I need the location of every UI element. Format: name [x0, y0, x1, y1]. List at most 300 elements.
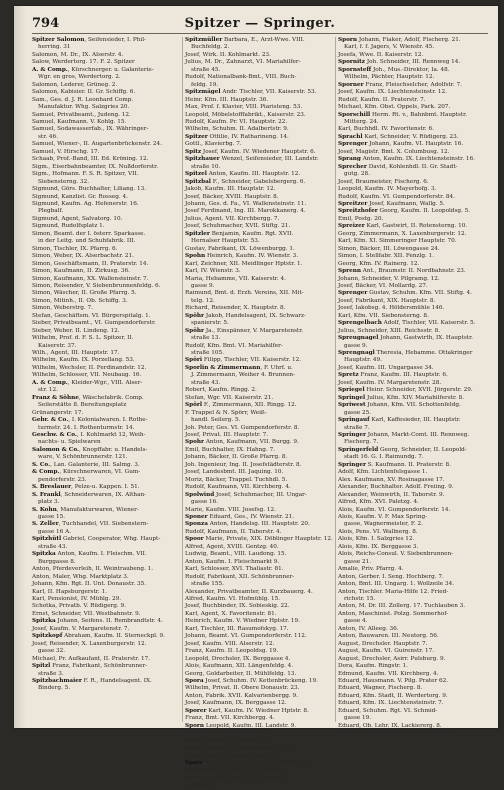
entry-continuation: Plegbalf. [38, 208, 64, 215]
entry-details: Rudolf, Kaufm. VI. Gumpendorferstr. 84. [338, 193, 455, 200]
entry-continuation: straße 105. [191, 350, 224, 357]
entry-details: Karl, Agent, X. Favoritenstr. 81. [185, 610, 277, 617]
directory-entry [338, 313, 486, 320]
directory-entry [185, 477, 333, 484]
directory-entry [32, 67, 180, 74]
entry-details: Eduard, Wagner, Fischerg. 8. [338, 685, 423, 692]
entry-details: Karl, Gastwirt, II. Rotensterng. 10. [364, 223, 468, 230]
directory-entry [32, 298, 180, 305]
entry-surname: Sponza [185, 521, 208, 528]
entry-details: Johann, Kaufm. VI. Hauptstr. 16. [367, 141, 464, 148]
entry-surname: Sporn [338, 37, 358, 43]
directory-entry [185, 559, 333, 566]
entry-continuation: Karl, f. f. Jagers, V. Wienstr. 45. [344, 44, 435, 51]
directory-entry [338, 179, 486, 186]
entry-details: Salomon, Kabisier. II. Gr. Schiffg. 6. [32, 89, 136, 96]
entry-details: Sigm., Eiserbahnbeamter, IX. Nußdorferstr. [32, 163, 159, 170]
entry-details: Josef, Bäcker, VI. Mollardg. 27. [338, 282, 428, 289]
directory-entry [185, 357, 333, 364]
directory-entry [185, 268, 333, 275]
entry-details: Gustav, Fabrikant, IX. Löwenburgg. 1. [185, 245, 295, 252]
entry-continuation: Binderg. 5. [38, 685, 71, 692]
entry-surname: Spriegel [338, 387, 365, 394]
directory-entry [185, 246, 333, 253]
directory-entry [338, 164, 486, 171]
entry-details: , Tuchhandel, VII. Siebenstern- [58, 521, 149, 528]
entry-details: Andr. Tischler, VII. Kaiserstr. 53. [220, 89, 317, 96]
directory-entry [32, 611, 180, 618]
entry-details: Sigmund, Rudolfsplatz 1. [32, 223, 105, 230]
entry-details: Georg, Zimmermann, X. Laxenburgerstr. 12. [338, 230, 467, 237]
entry-continuation: gasse 9. [344, 342, 368, 349]
directory-entry [185, 626, 333, 633]
entry-details: Stefan, Wgr. VII. Kaiserstr. 21. [185, 394, 274, 401]
entry-details: Gustav, Schuhm. Kfm. VII. Stiftg. 4. [367, 290, 472, 297]
entry-details: Sigmund, Kaufm. Ag. Hefenerstr. 16. [32, 200, 139, 207]
entry-details: , Wäschefabrik. Comp. [78, 394, 144, 401]
entry-details: Anton, IV. Alleeg. 36. [338, 625, 399, 632]
directory-entry [185, 641, 333, 648]
directory-entry [185, 305, 333, 312]
directory-entry [185, 59, 333, 66]
entry-surname: S. Zeller [32, 521, 59, 528]
directory-entry [338, 469, 486, 476]
directory-entry [32, 551, 180, 558]
directory-entry [338, 67, 486, 74]
entry-details: Josefa, Wwe. II. Kaiserstr. 12. [338, 51, 424, 58]
entry-surname: Spitzhauer [185, 156, 220, 163]
entry-continuation: gasse 21. [344, 558, 372, 565]
directory-entry [32, 313, 180, 320]
entry-continuation: feldg. 19. [191, 81, 219, 88]
entry-details: Alois, Reichs-Consul. V. Siebenbrunnen- [338, 551, 454, 558]
entry-continuation: spanierstr. 5. [191, 320, 229, 327]
entry-details: Heinr. Kfm. III. Hauptstr. 36. [185, 96, 269, 103]
entry-details: Franz, Fabrikant, Schönbrunner- [50, 663, 148, 670]
entry-continuation: J. Zimmermann, Weiher 4. Brunnen- [191, 372, 296, 379]
directory-entry [185, 760, 333, 767]
entry-continuation: Hauptstr. 49. [344, 357, 382, 364]
entry-continuation: gasse 25. [344, 409, 372, 416]
directory-entry [338, 238, 486, 245]
entry-details: Rudolf, Kaufm. V. Margaretenstr. 12. [185, 745, 291, 752]
directory-entry [185, 611, 333, 618]
entry-details: Johann, Kfm. Rgt. II. Unt. Donaustr. 35. [32, 581, 147, 588]
directory-entry [32, 618, 180, 625]
entry-surname: Spriwest [338, 402, 366, 409]
directory-entry [338, 700, 486, 707]
directory-entry [32, 223, 180, 230]
entry-surname: Spitzkopf [32, 633, 63, 640]
entry-surname: Sporschill [338, 111, 371, 118]
directory-entry [338, 89, 486, 96]
directory-entry [338, 52, 486, 59]
entry-continuation: straße 13. [191, 335, 221, 342]
entry-details: F. R., Handelsagent. IX. [81, 677, 152, 684]
directory-entry [338, 432, 486, 439]
directory-entry [185, 156, 333, 163]
entry-continuation: str. 12. [38, 387, 58, 394]
entry-details: Rudolf, Kfm. Bmt. VI. Mariahilfer- [185, 342, 283, 349]
directory-entry [185, 507, 333, 514]
entry-details: Anton, Handelsg. III. Hauptstr. 20. [207, 521, 310, 528]
entry-details: F., Schneider, Gabelsbergerg. 6. [210, 178, 306, 185]
entry-details: Franz, Kaufm. II. Leopoldsg. 19. [185, 648, 279, 655]
entry-continuation: Fischerg. 7. [344, 439, 379, 446]
entry-details: , Manufakturwaren, Wiener- [56, 506, 139, 513]
directory-entry [185, 648, 333, 655]
entry-details: Julius, Agent. VII. Kirchbergg. 7. [185, 215, 280, 222]
directory-entry [185, 589, 333, 596]
entry-continuation: straße 3. [38, 670, 64, 677]
entry-details: F., Zimmermann, XII. Ringg. 12. [202, 402, 297, 409]
entry-details: Eduard, Sparkassebmt. II. Hauptstr. 13. [338, 730, 454, 737]
entry-details: Ernst, Schneider, VII. Westbahnstr. 9. [32, 610, 141, 617]
directory-entry [32, 395, 180, 402]
entry-details: Robert, Kaufm. Ringg. 2. [185, 387, 257, 394]
entry-details: August, Drechsler, Asirr. Pulsburg. 9. [338, 655, 446, 662]
directory-entry [185, 119, 333, 126]
directory-entry [185, 536, 333, 543]
directory-entry [185, 276, 333, 283]
entry-continuation: Wilhelm, Pächter, Hauptstr. 12. [344, 74, 435, 81]
directory-entry [32, 253, 180, 260]
entry-continuation: gasse 16. [191, 499, 219, 506]
entry-surname: Sporlin & Zimmermann [185, 364, 261, 371]
directory-entry [185, 216, 333, 223]
directory-entry [32, 574, 180, 581]
entry-details: Leopold, Kaufm. III. Landstr. 9. [204, 722, 297, 729]
entry-continuation: Burggasse 8. [38, 558, 76, 565]
directory-entry [32, 350, 180, 357]
entry-surname: Spoor [185, 536, 204, 543]
directory-entry [185, 126, 333, 133]
directory-entry [338, 149, 486, 156]
entry-details: Joh., Mus.-Direktor, Ia. 48. [371, 66, 450, 73]
directory-entry [338, 477, 486, 484]
directory-entry [185, 708, 333, 715]
entry-details: Franz, Bmt. VII. Kirchbergg. 4. [185, 715, 275, 722]
directory-entry [185, 97, 333, 104]
entry-continuation: in der Leitg. und Schuhfabrik. III. [38, 238, 136, 245]
entry-continuation: stadt 16. G. I. Raimundg. 7. [344, 454, 424, 461]
entry-details: Dora, Kaufm. Ringstr. 1. [338, 663, 408, 670]
entry-details: Abraham, Kaufm. II. Sterneckpl. 9. [62, 633, 165, 640]
entry-surname: Spitzhütl [32, 536, 62, 543]
entry-details: Marie, Private, XIX. Döblinger Hauptstr. 12. [203, 536, 333, 543]
entry-details: Alfred, Kfm. XVI. Paletzg. 4. [338, 499, 419, 506]
entry-details: Salomon, Lederer, Grüneg. 2. [32, 81, 118, 88]
directory-entry [338, 492, 486, 499]
directory-entry [32, 357, 180, 364]
entry-surname: Sprenger [338, 141, 368, 148]
directory-entry [338, 656, 486, 663]
entry-details: Adolf, Kfm. Lichtenfelsgasse 1. [338, 469, 428, 476]
entry-details: Heinrich, Kaufm. V. Wiedner Hptstr. 19. [185, 618, 300, 625]
directory-entry [338, 156, 486, 163]
directory-entry [185, 52, 333, 59]
directory-entry [32, 589, 180, 596]
directory-entry [32, 156, 180, 163]
directory-entry [185, 387, 333, 394]
directory-entry [185, 529, 333, 536]
directory-entry [185, 343, 333, 350]
entry-surname: Spohn [185, 253, 206, 260]
entry-surname: Spitzka [32, 618, 56, 625]
directory-entry [32, 283, 180, 290]
directory-entry [185, 603, 333, 610]
directory-entry [32, 149, 180, 156]
entry-surname: Sporr [185, 759, 203, 766]
entry-surname: S. Co. [32, 461, 51, 468]
directory-entry [338, 641, 486, 648]
entry-details: Josef, Reisender, X. Laxenburgerstr. 12. [32, 640, 147, 647]
entry-details: Ludwig, Beamt., VIII. Laudong. 15. [185, 551, 287, 558]
directory-entry [185, 693, 333, 700]
directory-entry [338, 723, 486, 730]
directory-entry [338, 633, 486, 640]
directory-entry [32, 186, 180, 193]
directory-entry [32, 380, 180, 387]
entry-continuation: richstr. 15. [344, 595, 376, 602]
directory-entry [32, 656, 180, 663]
directory-entry [32, 231, 180, 238]
entry-details: Marie, Kaufm. VIII. Josefsg. 12. [185, 506, 276, 513]
entry-details: Eduard, Schuhm. Rgt. VI. Schmid- [338, 707, 438, 714]
directory-entry [32, 97, 180, 104]
directory-entry [32, 484, 180, 491]
directory-entry [185, 141, 333, 148]
directory-entry [185, 492, 333, 499]
directory-entry [338, 201, 486, 208]
directory-entry [338, 261, 486, 268]
entry-details: Michael, Pr. Aufkaufant, II. Praterstr. 17. [32, 655, 151, 662]
directory-entry [338, 335, 486, 342]
entry-surname: Spitzler [185, 230, 210, 237]
entry-details: , Pelze-u. Kappen. I. 51. [71, 484, 140, 491]
entry-details: Rudolf, Kaufm. II. Praterstr. 7. [338, 96, 426, 103]
entry-details: Ja., Einspänner, V. Margaretenstr. [204, 327, 304, 334]
entry-details: Raimund, Bmt. d. Erzh. Vereins, XII. Mit- [185, 290, 304, 297]
directory-entry [32, 37, 180, 44]
directory-entry [338, 693, 486, 700]
entry-continuation: Seilerstätte 8. Bereitungsplatz [38, 402, 127, 409]
directory-entry [338, 126, 486, 133]
directory-entry [185, 656, 333, 663]
entry-surname: Spitzmägel [185, 89, 221, 96]
entry-details: Alexander, Privatbeamter, II. Kurzbauerg. 4. [185, 588, 313, 595]
entry-details: Johann, Bäcker, II. Große Pfarrg. 8. [185, 454, 288, 461]
header-rule [32, 33, 488, 34]
entry-surname: Sprengelbach [338, 320, 382, 327]
entry-details: David, Kohlenhdl. II. Gr. Stadt- [366, 163, 458, 170]
entry-details: Karl, Tischler, III. Rasumofskyg. 17. [185, 625, 289, 632]
directory-entry [32, 581, 180, 588]
directory-entry [185, 633, 333, 640]
directory-entry [32, 633, 180, 640]
directory-entry [338, 372, 486, 379]
directory-entry [32, 469, 180, 476]
entry-continuation: str. 46. [38, 133, 58, 140]
directory-entry [338, 589, 486, 596]
directory-entry [338, 484, 486, 491]
entry-details: Simon, Weberstrg. 7. [32, 305, 93, 312]
entry-surname: Spreitzer [338, 200, 368, 207]
directory-entry [32, 290, 180, 297]
entry-details: Schaab, Prof.-Band, III. Ed. Kröning. 12. [32, 156, 149, 163]
directory-entry [338, 194, 486, 201]
entry-details: , Kleider-Wgr., VIII. Alser- [67, 379, 143, 386]
directory-entry [185, 745, 333, 752]
directory-entry [185, 223, 333, 230]
directory-entry [32, 52, 180, 59]
entry-details: F. Trappel & N. Spörr, Weiß- [185, 409, 267, 416]
directory-entry [32, 261, 180, 268]
directory-entry [185, 544, 333, 551]
entry-details: Josef, Magistr. Bmt. X. Columbusg. 12. [338, 148, 450, 155]
directory-entry [32, 596, 180, 603]
entry-surname: Sporn [185, 722, 205, 729]
entry-details: Karl, Zeichner, XII. Meidlinger Hptstr. 1. [185, 260, 303, 267]
entry-details: , Lan. Galanterie, III. Salmg. 3. [50, 461, 140, 468]
entry-surname: Spitzbal [185, 178, 211, 185]
directory-entry [32, 462, 180, 469]
entry-surname: Spitzbachmaier [32, 677, 82, 684]
entry-details: Anton, Kaufmann, VII. Burgg. 9. [204, 439, 299, 446]
entry-details: Samuel, Kaufmann. V. Kohlg. 15. [32, 118, 127, 125]
directory-entry [338, 328, 486, 335]
entry-details: Anton, M. Dr. III. Zollerg. 17. Tuchlauben 3. [338, 603, 466, 610]
directory-entry [338, 208, 486, 215]
entry-details: Julius, M. Dr., Zahnarzt, VI. Mariahilfer- [185, 59, 301, 66]
directory-entry [338, 350, 486, 357]
entry-continuation: gasse 32. [38, 648, 66, 655]
directory-entry [32, 641, 180, 648]
entry-details: Salomon, M. Dr., IX. Alserstr. 4. [32, 51, 124, 58]
entry-surname: Sprenn [338, 268, 361, 275]
entry-details: Alois, Kaufm. VI. Gumpendorferstr. 14. [338, 506, 451, 513]
directory-entry [185, 261, 333, 268]
entry-surname: Spitz [185, 148, 202, 155]
entry-details: Samuel, Privatbeamt., Judeng. 12. [32, 111, 131, 118]
entry-details: Simon, Kaufmann, XX. Wallensteinstr. 7. [32, 275, 149, 282]
entry-details: Josef, Braumeister, Fischerg. 6. [338, 178, 429, 185]
directory-entry [185, 201, 333, 208]
entry-details: Alois, Kaufmann, XII. Längenfeldg. 4. [185, 663, 294, 670]
entry-continuation: gasse 13. [191, 782, 219, 789]
directory-entry [32, 141, 180, 148]
entry-surname: Salomon & Co. [32, 446, 79, 453]
entry-details: Johann, Fiaker, Adolf, Fischerg. 21. [357, 37, 461, 43]
directory-entry [185, 89, 333, 96]
directory-entry [32, 194, 180, 201]
entry-details: Edmund, Kaufm. VII. Kirchberg. 4. [338, 670, 439, 677]
entry-details: Max, Prof. f. Klavier, VIII. Piaristeng. 53. [185, 104, 303, 111]
entry-surname: Springel [338, 394, 366, 401]
directory-entry [338, 708, 486, 715]
entry-details: Heinr. Schneider, XVII. Jörgerstr. 29. [364, 387, 473, 394]
directory-entry [185, 149, 333, 156]
directory-entry [32, 417, 180, 424]
entry-details: Alois, Pens. VI. Wallnerg. 8. [338, 528, 418, 535]
directory-entry [32, 164, 180, 171]
directory-entry [185, 738, 333, 745]
entry-details: Josef, Kaufm. IX. Liechtensteinstr. 12. [338, 89, 447, 96]
entry-details: Emil, Postg. 20. [338, 215, 384, 222]
entry-details: Josef, Kaufmann, IX. Berggasse 12. [185, 700, 287, 707]
directory-entry [338, 648, 486, 655]
entry-details: Georg, Kaufm. II. Leopoldsg. 5. [377, 208, 471, 215]
directory-entry [32, 507, 180, 514]
directory-page [14, 6, 498, 789]
directory-entry [32, 626, 180, 633]
entry-details: Leopold, Kaufm. IV. Mayerhofg. 3. [338, 186, 437, 193]
entry-details: Simon, Bäcker, III. Löwengasse 24. [338, 245, 440, 252]
entry-surname: Springer [338, 461, 366, 468]
directory-entry [185, 700, 333, 707]
entry-details: Simon, Tischler, IX. Pfarrg. 6. [32, 245, 118, 252]
entry-details: Gabriel, Cooperator, Whg. Haupt- [61, 536, 161, 543]
directory-entry [185, 37, 333, 44]
entry-details: Gottl., Klavierbg. 7. [185, 141, 242, 148]
directory-entry [185, 514, 333, 521]
directory-entry [185, 469, 333, 476]
directory-entry [185, 715, 333, 722]
entry-surname: Spornsteff [338, 66, 372, 73]
entry-surname: Spreugnagel [338, 335, 379, 342]
entry-details: Simon, Mitinh., II. Ob. Schiffg. 3. [32, 297, 128, 304]
entry-details: Johann, Beamt. VI. Gumpendorferstr. 112. [185, 633, 307, 640]
directory-entry [185, 104, 333, 111]
entry-continuation: pendorferstr. 23. [38, 476, 87, 483]
directory-entry [338, 514, 486, 521]
directory-entry [185, 566, 333, 573]
entry-details: Anton, Tischler. Maria-Hilfe 12. Fried- [338, 588, 449, 595]
column-1 [32, 37, 180, 722]
directory-entry [338, 603, 486, 610]
entry-continuation: gasse 16 A. [38, 528, 72, 535]
entry-details: , I. Kohlmarkt 12, Weih- [76, 432, 146, 439]
entry-details: Josef, Kaufm. VIII. Alserstr. 12. [185, 640, 275, 647]
entry-surname: Spörl [185, 402, 203, 409]
entry-details: Johann, L. Priv. Bmt. VII. Zollerg. 3. [185, 774, 289, 781]
entry-surname: Spreitzhofer [338, 208, 378, 215]
entry-details: Rudolf, Kaufmann, VII. Kirchberg. 4. [185, 484, 291, 491]
entry-continuation: Siebensterng. 32. [38, 178, 90, 185]
directory-entry [338, 447, 486, 454]
directory-entry [185, 775, 333, 782]
page-fold-shadow [14, 6, 26, 728]
entry-details: Ottilie, IV. Ratharineng. 14. [207, 133, 289, 140]
entry-surname: Springauf [338, 417, 370, 424]
entry-details: Jakob, Handelsagent, IX. Schwarz- [204, 312, 306, 319]
directory-entry [32, 432, 180, 439]
directory-entry [185, 432, 333, 439]
directory-entry [32, 447, 180, 454]
entry-surname: & Comp. [32, 469, 60, 476]
column-2 [185, 37, 333, 789]
entry-continuation: herring. 31 [38, 44, 71, 51]
entry-details: Johann, Bmt. d. Stdt. IX. Spitalg. 1. [185, 767, 287, 774]
entry-details: Karl, Schneider, V. Rüdigerg. 23. [362, 133, 459, 140]
directory-entry [185, 618, 333, 625]
entry-details: Karl, Pensionist, IV. Mühlg. 29. [32, 595, 122, 602]
entry-details: Johann, Schneider, V. Pilgramg. 12. [338, 275, 440, 282]
entry-details: Sieber, Privatbeamt., VI. Gumpendorferstr. [32, 320, 156, 327]
entry-details: Simon, Beamt. der I. österr. Sparkasse. [32, 230, 146, 237]
directory-entry [32, 82, 180, 89]
entry-details: Alois, Kfm. IX. Berggasse 3. [338, 543, 419, 550]
